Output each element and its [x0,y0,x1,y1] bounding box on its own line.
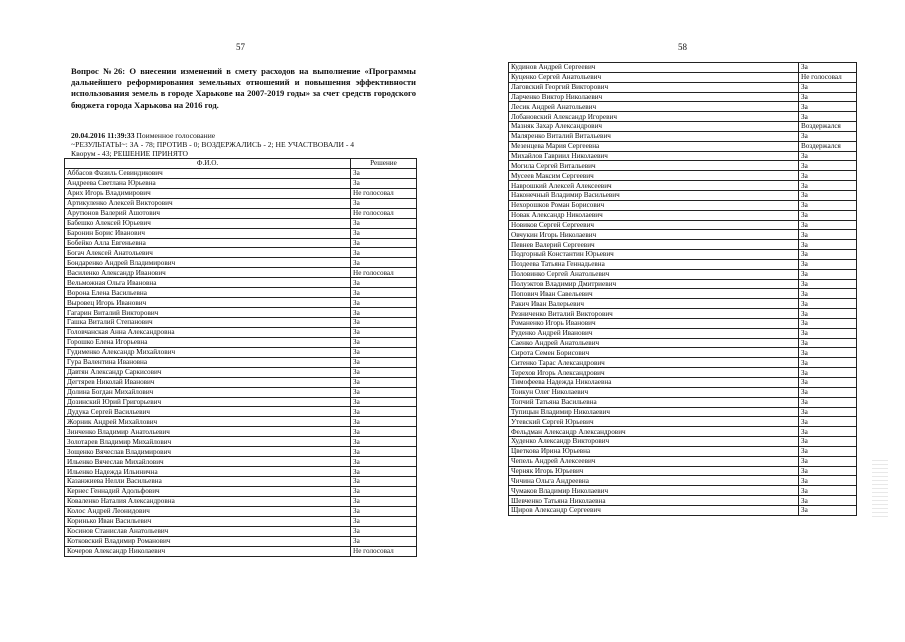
deputy-name: Гура Валентина Ивановна [65,357,351,367]
deputy-name: Наконечный Владимир Васильевич [509,190,799,200]
deputy-name: Головчанская Анна Александровна [65,327,351,337]
deputy-name: Ситенко Тарас Александрович [509,358,799,368]
deputy-name: Баронин Борис Иванович [65,228,351,238]
deputy-name: Шевченко Татьяна Николаевна [509,496,799,506]
deputy-name: Цветкова Ирина Юрьевна [509,446,799,456]
deputy-name: Аббасов Фазиль Севиндикович [65,168,351,178]
vote-decision: За [351,198,417,208]
deputy-name: Тоикун Олег Николаевич [509,387,799,397]
deputy-name: Гудименко Александр Михайлович [65,347,351,357]
deputy-name: Богач Алексей Анатольевич [65,248,351,258]
deputy-name: Зощенко Вячеслав Владимирович [65,447,351,457]
vote-decision: За [351,347,417,357]
deputy-name: Давтян Александр Саркисович [65,367,351,377]
table-row [509,387,857,397]
vote-info [71,131,421,159]
vote-decision: За [799,240,857,250]
vote-decision: За [351,437,417,447]
deputy-name: Лесик Андрей Анатольевич [509,102,799,112]
deputy-name: Резниченко Виталий Викторович [509,309,799,319]
table-row [509,190,857,200]
deputy-name: Коринько Иван Васильевич [65,516,351,526]
vote-decision: За [351,168,417,178]
table-row [509,358,857,368]
table-row [65,347,417,357]
vote-decision: За [351,367,417,377]
vote-decision: За [351,258,417,268]
table-row [65,208,417,218]
vote-decision: За [351,496,417,506]
table-row [509,397,857,407]
vote-decision: За [351,486,417,496]
vote-decision: За [351,536,417,546]
vote-decision: За [351,357,417,367]
table-row [65,258,417,268]
vote-decision: За [351,248,417,258]
vote-decision: За [351,377,417,387]
table-row [65,238,417,248]
vote-decision: За [799,230,857,240]
deputy-name: Сирота Семен Борисович [509,348,799,358]
vote-decision: За [799,387,857,397]
table-row [509,112,857,122]
vote-decision: За [799,181,857,191]
deputy-name: Косинов Станислав Анатольевич [65,526,351,536]
deputy-name: Наврошкий Алексей Алексеевич [509,181,799,191]
table-row [65,397,417,407]
vote-quorum: Кворум - 43; РЕШЕНИЕ ПРИНЯТО [71,149,188,159]
deputy-name: Поздеева Татьяна Геннадьевна [509,259,799,269]
vote-decision: За [351,318,417,328]
table-row [509,348,857,358]
vote-decision: За [799,338,857,348]
table-row [509,259,857,269]
deputy-name: Ильенко Надежда Ильинична [65,467,351,477]
deputy-name: Дудука Сергей Васильевич [65,407,351,417]
deputy-name: Худенко Александр Викторович [509,437,799,447]
vote-decision: За [351,218,417,228]
deputy-name: Кочеров Александр Николаевич [65,546,351,556]
deputy-name: Казанжиева Нелли Васильевна [65,477,351,487]
deputy-name: Лобановский Александр Игоревич [509,112,799,122]
deputy-name: Вельможная Ольга Ивановна [65,278,351,288]
vote-decision: Воздержался [799,122,857,132]
deputy-name: Маляренко Виталий Витальевич [509,131,799,141]
deputy-name: Тупицын Владимир Николаевич [509,407,799,417]
deputy-name: Топчий Татьяна Васильевна [509,397,799,407]
deputy-name: Щиров Александр Сергеевич [509,505,799,515]
vote-timestamp-line [71,131,421,140]
vote-decision: Не голосовал [799,72,857,82]
table-header-row [65,159,417,169]
table-row [509,200,857,210]
deputy-name: Артикуленко Алексей Викторович [65,198,351,208]
vote-decision: За [799,190,857,200]
table-row [65,437,417,447]
vote-decision: За [351,457,417,467]
vote-decision: За [351,477,417,487]
vote-decision: За [351,178,417,188]
vote-decision: За [799,102,857,112]
vote-decision: За [351,467,417,477]
deputy-name: Арутюнов Валерий Ашотович [65,208,351,218]
table-row [65,178,417,188]
scan-artifact [872,460,888,520]
deputy-name: Саенко Андрей Анатольевич [509,338,799,348]
vote-decision: За [799,348,857,358]
table-row [65,496,417,506]
vote-decision: За [351,427,417,437]
vote-decision: За [799,505,857,515]
vote-decision: За [351,417,417,427]
vote-decision: За [799,368,857,378]
vote-decision: За [799,171,857,181]
vote-decision: За [799,446,857,456]
vote-decision: За [351,506,417,516]
deputy-name: Бабешко Алексей Юрьевич [65,218,351,228]
vote-decision: За [799,318,857,328]
table-row [509,289,857,299]
deputy-name: Фельдман Александр Александрович [509,427,799,437]
page-number-left: 57 [236,42,245,52]
vote-decision: За [351,447,417,457]
deputy-name: Руденко Андрей Иванович [509,328,799,338]
table-row [65,288,417,298]
vote-decision: За [799,476,857,486]
deputy-name: Арих Игорь Владимирович [65,188,351,198]
deputy-name: Полуэктов Владимир Дмитриевич [509,279,799,289]
vote-decision: За [799,279,857,289]
vote-decision: За [799,200,857,210]
table-row [509,122,857,132]
vote-decision: Не голосовал [351,546,417,556]
deputy-name: Черняк Игорь Юрьевич [509,466,799,476]
table-row [509,92,857,102]
table-row [65,377,417,387]
vote-decision: За [799,358,857,368]
vote-decision: За [351,288,417,298]
deputy-name: Утевский Сергей Юрьевич [509,417,799,427]
deputy-name: Чичина Ольга Андреевна [509,476,799,486]
vote-decision: За [799,437,857,447]
table-row [509,505,857,515]
table-row [509,240,857,250]
vote-decision: За [351,238,417,248]
vote-decision: За [799,299,857,309]
vote-decision: Воздержался [799,141,857,151]
table-row [509,299,857,309]
deputy-name: Жорник Андрей Михайлович [65,417,351,427]
table-row [509,131,857,141]
page-number-right: 58 [678,42,687,52]
table-row [509,82,857,92]
deputy-name: Василенко Александр Иванович [65,268,351,278]
table-row [509,250,857,260]
deputy-name: Кудинов Андрей Сергеевич [509,63,799,73]
vote-decision: За [351,298,417,308]
vote-results: ~РЕЗУЛЬТАТЫ~: ЗА - 78; ПРОТИВ - 0; ВОЗДЕРЖАЛИСЬ - 2; НЕ УЧАСТВОВАЛИ - 4 [71,140,355,150]
table-row [65,546,417,556]
table-row [509,151,857,161]
table-row [65,506,417,516]
table-row [65,486,417,496]
vote-decision: За [799,407,857,417]
deputy-name: Дегтярев Николай Иванович [65,377,351,387]
vote-decision: За [799,378,857,388]
deputy-name: Котковский Владимир Романович [65,536,351,546]
table-row [509,210,857,220]
deputy-name: Романенко Игорь Иванович [509,318,799,328]
deputy-name: Дозинский Юрий Григорьевич [65,397,351,407]
vote-decision: За [799,456,857,466]
question-heading: Вопрос №26: О внесении изменений в смету расходов на выполнение «Программы дальнейшего реформирования земельных отношений и повышения эффективности использования земель в городе Харькове на 2007-2019 годы» за счет средств городского бюджета города Харькова на 2016 год. [71,66,416,110]
table-row [65,536,417,546]
deputy-name: Овчукин Игорь Николаевич [509,230,799,240]
table-row [509,368,857,378]
table-row [509,309,857,319]
column-header-name: Ф.И.О. [65,159,351,169]
deputy-name: Колос Андрей Леонидович [65,506,351,516]
vote-decision: За [799,289,857,299]
vote-decision: За [799,466,857,476]
table-row [65,268,417,278]
vote-decision: За [799,220,857,230]
vote-decision: За [799,417,857,427]
vote-decision: Не голосовал [351,268,417,278]
deputy-name: Новиков Сергей Сергеевич [509,220,799,230]
deputy-name: Ларченко Виктор Николаевич [509,92,799,102]
vote-decision: За [351,308,417,318]
vote-decision: За [799,309,857,319]
table-row [509,456,857,466]
table-row [65,248,417,258]
vote-decision: За [799,82,857,92]
vote-decision: За [351,526,417,536]
table-row [65,407,417,417]
vote-decision: За [799,496,857,506]
vote-decision: За [799,131,857,141]
deputy-name: Половинко Сергей Анатольевич [509,269,799,279]
deputy-name: Чепель Андрей Алексеевич [509,456,799,466]
vote-decision: За [799,397,857,407]
deputy-name: Гагарин Виталий Викторович [65,308,351,318]
deputy-name: Ракич Иван Валерьевич [509,299,799,309]
table-row [509,63,857,73]
table-row [65,198,417,208]
table-row [65,278,417,288]
vote-decision: За [351,387,417,397]
table-row [509,72,857,82]
table-row [65,526,417,536]
deputy-name: Нехорошков Роман Борисович [509,200,799,210]
table-row [509,417,857,427]
vote-decision: За [351,278,417,288]
deputy-name: Зинченко Владимир Анатольевич [65,427,351,437]
vote-decision: За [351,228,417,238]
vote-decision: Не голосовал [351,188,417,198]
vote-decision: За [799,259,857,269]
deputy-name: Выровец Игорь Иванович [65,298,351,308]
vote-decision: За [799,112,857,122]
table-row [65,387,417,397]
deputy-name: Чумаков Владимир Николаевич [509,486,799,496]
table-row [65,457,417,467]
table-row [65,168,417,178]
deputy-name: Мазняк Захар Александрович [509,122,799,132]
deputy-name: Могила Сергей Витальевич [509,161,799,171]
table-row [65,298,417,308]
table-row [65,417,417,427]
table-row [65,337,417,347]
deputy-name: Ильенко Вячеслав Михайлович [65,457,351,467]
table-row [509,279,857,289]
table-row [509,171,857,181]
deputy-name: Андреева Светлана Юрьевна [65,178,351,188]
deputy-name: Новак Александр Николаевич [509,210,799,220]
table-row [509,102,857,112]
table-row [509,141,857,151]
table-row [65,367,417,377]
table-row [65,447,417,457]
vote-type: Поименное голосование [136,131,216,140]
table-row [509,230,857,240]
table-row [509,407,857,417]
table-row [65,516,417,526]
table-row [65,427,417,437]
table-row [509,269,857,279]
table-row [509,378,857,388]
deputy-name: Бондаренко Андрей Владимирович [65,258,351,268]
vote-decision: За [351,397,417,407]
vote-decision: За [799,63,857,73]
table-row [65,228,417,238]
table-row [65,188,417,198]
deputy-name: Кернес Геннадий Адольфович [65,486,351,496]
table-row [509,427,857,437]
vote-decision: За [351,516,417,526]
table-row [509,318,857,328]
table-row [509,181,857,191]
vote-decision: За [799,250,857,260]
vote-table-left [64,158,417,557]
table-row [65,357,417,367]
table-row [65,308,417,318]
deputy-name: Горошко Елена Игорьевна [65,337,351,347]
table-row [509,328,857,338]
deputy-name: Мусеев Максим Сергеевич [509,171,799,181]
vote-decision: Не голосовал [351,208,417,218]
vote-decision: За [799,486,857,496]
deputy-name: Подгорный Константин Юрьевич [509,250,799,260]
table-row [65,318,417,328]
deputy-name: Михайлов Гавриил Николаевич [509,151,799,161]
vote-decision: За [351,337,417,347]
vote-datetime: 20.04.2016 11:39:33 [71,131,135,140]
deputy-name: Тимофеева Надежда Николаевна [509,378,799,388]
deputy-name: Мезенцева Мария Сергеевна [509,141,799,151]
table-row [509,446,857,456]
vote-decision: За [799,328,857,338]
deputy-name: Ворона Елена Васильевна [65,288,351,298]
table-row [509,220,857,230]
deputy-name: Попович Иван Савельевич [509,289,799,299]
table-row [509,161,857,171]
table-row [65,477,417,487]
table-row [509,466,857,476]
table-row [509,486,857,496]
table-row [509,476,857,486]
deputy-name: Терехов Игорь Александрович [509,368,799,378]
vote-decision: За [351,407,417,417]
vote-decision: За [799,210,857,220]
vote-decision: За [351,327,417,337]
column-header-decision: Решение [351,159,417,169]
vote-decision: За [799,269,857,279]
deputy-name: Золотарев Владимир Михайлович [65,437,351,447]
table-row [65,218,417,228]
deputy-name: Коваленко Наталия Александровна [65,496,351,506]
vote-decision: За [799,161,857,171]
table-row [65,327,417,337]
table-row [509,496,857,506]
table-row [65,467,417,477]
vote-decision: За [799,92,857,102]
table-row [509,338,857,348]
deputy-name: Певнев Валерий Сергеевич [509,240,799,250]
vote-decision: За [799,427,857,437]
deputy-name: Лаговский Георгий Викторович [509,82,799,92]
vote-decision: За [799,151,857,161]
deputy-name: Куценко Сергей Анатольевич [509,72,799,82]
vote-table-right [508,62,857,516]
deputy-name: Долина Богдан Михайлович [65,387,351,397]
table-row [509,437,857,447]
deputy-name: Гашка Виталий Степанович [65,318,351,328]
deputy-name: Бобейко Алла Евгеньевна [65,238,351,248]
